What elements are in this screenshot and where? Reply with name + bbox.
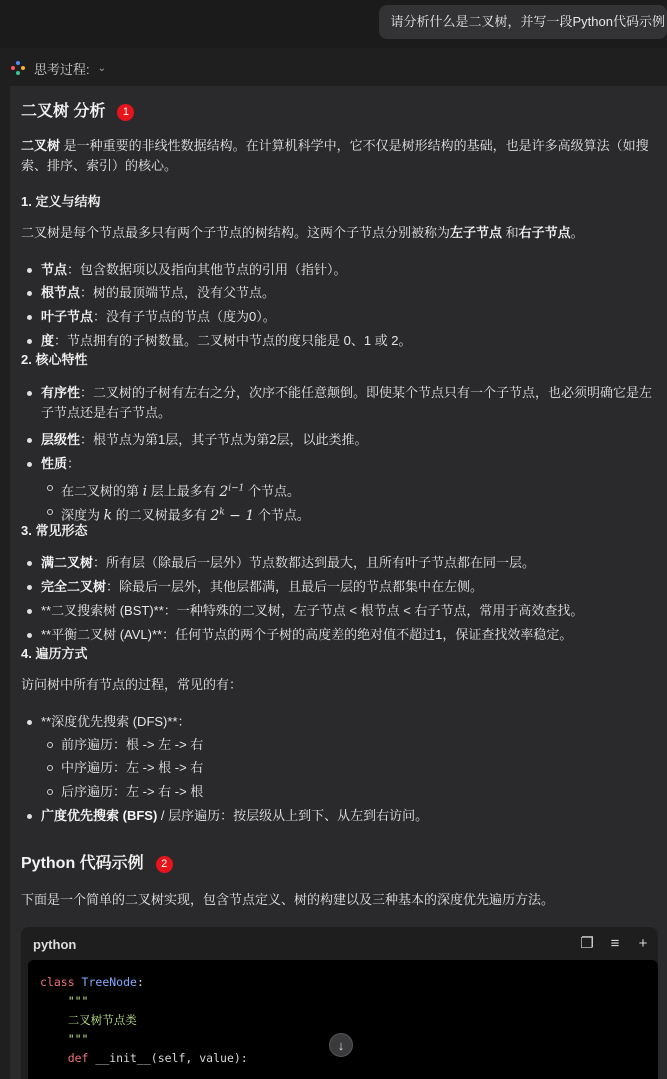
- assistant-answer: [10, 86, 667, 1079]
- code-line: class TreeNode:: [40, 975, 144, 989]
- traversal-paragraph: 访问树中所有节点的过程，常见的有：: [21, 677, 243, 692]
- list-item: 有序性：二叉树的子树有左右之分，次序不能任意颠倒。即使某个节点只有一个子节点，也必须明确它是左子节点还是右子节点。: [41, 383, 653, 423]
- list-item: 满二叉树：所有层（除最后一层外）节点数都达到最大，且所有叶子节点都在同一层。: [41, 553, 653, 573]
- list-item: 根节点：树的最顶端节点，没有父节点。: [41, 283, 653, 303]
- code-line: """: [40, 1032, 89, 1046]
- section-title-code: Python 代码示例 2: [21, 852, 173, 876]
- code-line: 二叉树节点类: [40, 1013, 137, 1027]
- arrow-down-icon[interactable]: ↓: [329, 1033, 353, 1057]
- list-item: 完全二叉树：除最后一层外，其他层都满，且最后一层的节点都集中在左侧。: [41, 577, 653, 597]
- heading-definition: 1. 定义与结构: [21, 194, 101, 209]
- list-item: 层级性：根节点为第1层，其子节点为第2层，以此类推。: [41, 430, 653, 450]
- sub-list-item: 在二叉树的第 i 层上最多有 $2^{i-1}$ 个节点。: [61, 478, 653, 502]
- heading-traversal: 4. 遍历方式: [21, 646, 88, 661]
- code-line: """: [40, 994, 89, 1008]
- sub-list-item: 深度为 k 的二叉树最多有 $2^k - 1$ 个节点。: [61, 502, 653, 526]
- copy-icon[interactable]: ❐: [580, 935, 594, 952]
- list-item: 广度优先搜索 (BFS) / 层序遍历：按层级从上到下、从左到右访问。: [41, 806, 653, 826]
- intro-paragraph: 二叉树 是一种重要的非线性数据结构。在计算机科学中，它不仅是树形结构的基础，也是许多高级算法（如搜索、排序、索引）的核心。: [21, 138, 649, 173]
- top-bar: [0, 0, 667, 48]
- heading-common-forms: 3. 常见形态: [21, 523, 88, 538]
- list-item: 节点：包含数据项以及指向其他节点的引用（指针）。: [41, 260, 653, 280]
- chevron-down-icon: ⌄: [97, 62, 107, 74]
- heading-core-features: 2. 核心特性: [21, 352, 88, 367]
- list-item: 度：节点拥有的子树数量。二叉树中节点的度只能是 0、1 或 2。: [41, 331, 653, 351]
- code-header: [21, 927, 658, 961]
- code-line: def __init__(self, value):: [40, 1051, 248, 1065]
- citation-badge[interactable]: 1: [117, 104, 134, 121]
- thinking-label: 思考过程:: [34, 61, 90, 77]
- thinking-toggle[interactable]: [10, 58, 106, 78]
- plus-icon[interactable]: +: [638, 935, 648, 952]
- list-item: 叶子节点：没有子节点的节点（度为0）。: [41, 307, 653, 327]
- sub-list-item: 前序遍历：根 -> 左 -> 右: [61, 735, 653, 755]
- code-toolbar: [578, 935, 652, 953]
- list-item: **平衡二叉树 (AVL)**：任何节点的两个子树的高度差的绝对值不超过1，保证查找效率稳定。: [41, 625, 653, 645]
- sparkle-icon: [10, 60, 26, 76]
- list-item: **深度优先搜索 (DFS)**：: [41, 712, 653, 732]
- citation-badge[interactable]: 2: [156, 856, 173, 873]
- code-content: [28, 960, 658, 1079]
- list-item: **二叉搜索树 (BST)**：一种特殊的二叉树，左子节点 < 根节点 < 右子节点，常用于高效查找。: [41, 601, 653, 621]
- list-item: 性质：: [41, 454, 653, 474]
- code-intro-paragraph: 下面是一个简单的二叉树实现，包含节点定义、树的构建以及三种基本的深度优先遍历方法。: [21, 892, 555, 907]
- code-language-label: python: [33, 936, 77, 952]
- wrap-lines-icon[interactable]: ≡: [610, 935, 620, 952]
- sub-list-item: 后序遍历：左 -> 右 -> 根: [61, 782, 653, 802]
- user-message-bubble: 请分析什么是二叉树，并写一段Python代码示例: [379, 5, 667, 39]
- sub-list-item: 中序遍历：左 -> 根 -> 右: [61, 758, 653, 778]
- section-title-analysis: 二叉树 分析 1: [21, 100, 134, 124]
- definition-paragraph: 二叉树是每个节点最多只有两个子节点的树结构。这两个子节点分别被称为左子节点 和右子节点。: [21, 225, 584, 240]
